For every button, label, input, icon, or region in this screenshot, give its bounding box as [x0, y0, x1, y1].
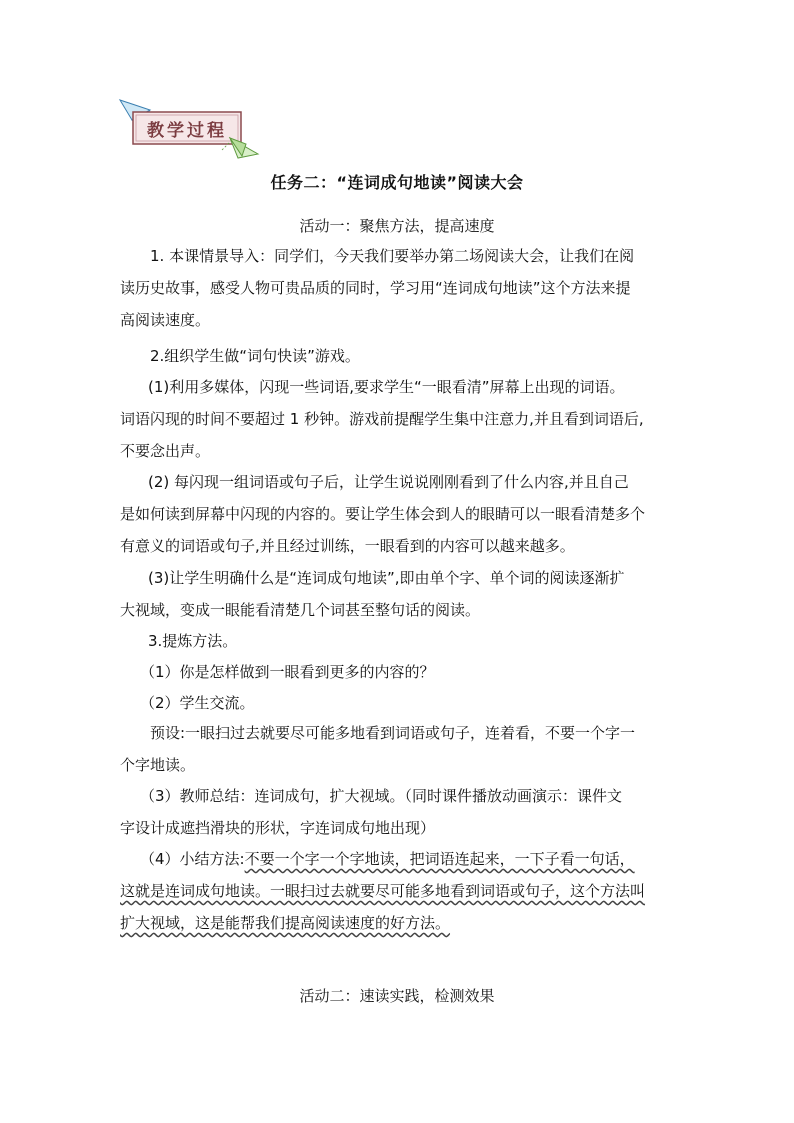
activity-1-heading: 活动一：聚焦方法，提高速度	[299, 217, 495, 235]
underlined-text: 扩大视域，这是能帮我们提高阅读速度的好方法。	[120, 914, 451, 932]
text-line: 1. 本课情景导入：同学们，今天我们要举办第二场阅读大会，让我们在阅	[150, 247, 635, 265]
text-line: 字设计成遮挡滑块的形状，字连词成句地出现）	[120, 819, 436, 837]
text-line: 大视域，变成一眼能看清楚几个词甚至整句话的阅读。	[120, 601, 481, 619]
text-line: 是如何读到屏幕中闪现的内容的。要让学生体会到人的眼睛可以一眼看清楚多个	[120, 505, 646, 523]
page-title: 任务二：“连词成句地读”阅读大会	[270, 173, 524, 192]
text-line: 个字地读。	[120, 756, 196, 774]
underlined-text: 这就是连词成句地读。一眼扫过去就要尽可能多地看到词语或句子，这个方法叫	[120, 882, 646, 900]
text-line: 预设:一眼扫过去就要尽可能多地看到词语或句子，连着看，不要一个字一	[150, 724, 636, 742]
text-line: (1)利用多媒体，闪现一些词语,要求学生“一眼看清”屏幕上出现的词语。	[148, 378, 625, 396]
text-line: 读历史故事，感受人物可贵品质的同时，学习用“连词成句地读”这个方法来提	[120, 279, 631, 297]
text-line: （3）教师总结：连词成句，扩大视域。（同时课件播放动画演示：课件文	[140, 787, 623, 805]
paragraph-step-3	[120, 562, 676, 626]
text-line: （1）你是怎样做到一眼看到更多的内容的？	[140, 663, 435, 681]
text-line: 词语闪现的时间不要超过 1 秒钟。游戏前提醒学生集中注意力,并且看到词语后,	[120, 410, 644, 428]
paragraph-exchange	[120, 687, 676, 719]
text-line: 高阅读速度。	[120, 311, 211, 329]
paragraph-step-1	[120, 371, 676, 467]
paragraph-summary-teacher	[120, 780, 676, 844]
text-line: 2.组织学生做“词句快读”游戏。	[150, 347, 360, 365]
text-line: (2) 每闪现一组词语或句子后，让学生说说刚刚看到了什么内容,并且自己	[148, 473, 629, 491]
paragraph-step-2	[120, 466, 676, 562]
underlined-text: 不要一个字一个字地读，把词语连起来，一下子看一句话，	[244, 850, 635, 868]
paragraph-summary-method	[120, 843, 676, 939]
activity-2-heading: 活动二：速读实践，检测效果	[299, 987, 495, 1005]
paragraph-refine	[120, 625, 676, 657]
text-line: 不要念出声。	[120, 442, 211, 460]
paragraph-preset	[120, 717, 676, 781]
paragraph-game	[120, 340, 676, 372]
badge-label: 教学过程	[147, 120, 227, 141]
text-line: 有意义的词语或句子,并且经过训练，一眼看到的内容可以越来越多。	[120, 537, 575, 555]
text-line: 3.提炼方法。	[148, 632, 238, 650]
paragraph-question	[120, 656, 676, 688]
paragraph-intro	[120, 240, 676, 336]
text-line: (3)让学生明确什么是“连词成句地读”,即由单个字、单个词的阅读逐渐扩	[148, 569, 625, 587]
text-line: （2）学生交流。	[140, 694, 255, 712]
summary-label: （4）小结方法:	[140, 850, 245, 868]
teaching-process-badge	[118, 98, 260, 162]
